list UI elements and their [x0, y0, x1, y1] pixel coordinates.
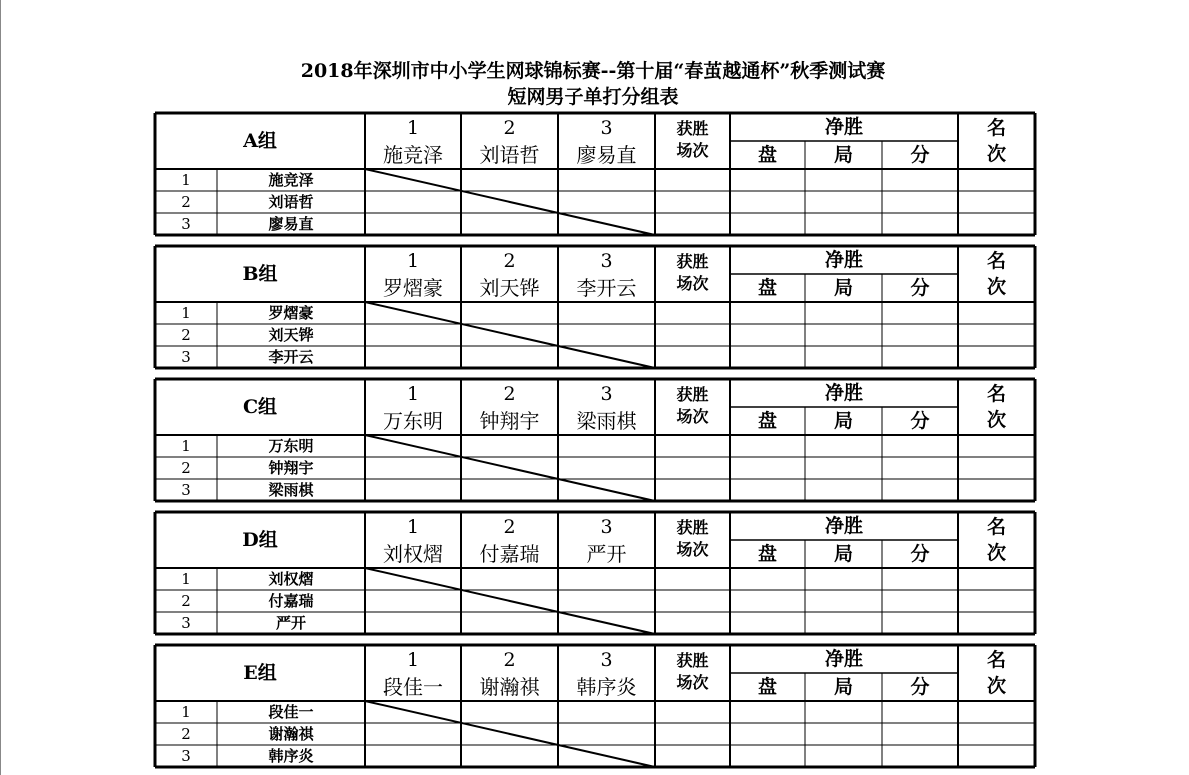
wins-header: 获胜	[676, 651, 709, 670]
group-table	[155, 645, 1035, 767]
rank-header: 名	[986, 249, 1006, 272]
document-title: 2018年深圳市中小学生网球锦标赛--第十届“春茧越通杯”秋季测试赛	[300, 60, 886, 82]
wins-header: 场次	[676, 407, 709, 426]
document-subtitle: 短网男子单打分组表	[507, 86, 679, 108]
opponent-number: 3	[600, 249, 613, 272]
self-match-diagonal	[365, 701, 655, 767]
games-header: 局	[833, 143, 853, 166]
group-label: D组	[242, 528, 278, 551]
wins-header: 场次	[676, 274, 709, 293]
player-name: 廖易直	[268, 214, 314, 233]
opponent-name: 施竞泽	[383, 143, 443, 167]
opponent-name: 廖易直	[576, 143, 637, 167]
opponent-number: 2	[503, 515, 516, 538]
player-number: 2	[181, 325, 191, 344]
player-number: 1	[181, 569, 191, 588]
player-number: 2	[181, 724, 191, 743]
opponent-name: 段佳一	[383, 675, 443, 699]
self-match-diagonal	[365, 568, 655, 634]
player-name: 刘天铧	[268, 325, 314, 344]
rank-header: 次	[986, 142, 1006, 165]
player-name: 韩序炎	[268, 746, 314, 765]
player-name: 罗熠豪	[268, 303, 314, 322]
sets-header: 盘	[757, 276, 777, 299]
wins-header: 获胜	[676, 518, 709, 537]
player-name: 钟翔宇	[268, 458, 314, 477]
rank-header: 次	[986, 674, 1006, 697]
opponent-name: 钟翔宇	[479, 409, 540, 433]
opponent-name: 梁雨棋	[576, 409, 637, 433]
games-header: 局	[833, 675, 853, 698]
games-header: 局	[833, 542, 853, 565]
sets-header: 盘	[757, 675, 777, 698]
opponent-number: 2	[503, 249, 516, 272]
player-name: 刘语哲	[268, 192, 314, 211]
group-table	[155, 512, 1035, 634]
player-number: 1	[181, 170, 191, 189]
player-number: 1	[181, 303, 191, 322]
player-number: 3	[181, 613, 191, 632]
opponent-name: 刘权熠	[383, 542, 443, 566]
self-match-diagonal	[365, 435, 655, 501]
net-header: 净胜	[824, 248, 863, 271]
player-number: 2	[181, 591, 191, 610]
opponent-name: 付嘉瑞	[479, 542, 540, 566]
player-name: 谢瀚祺	[268, 724, 314, 743]
points-header: 分	[910, 409, 930, 432]
rank-header: 名	[986, 116, 1006, 139]
player-name: 刘权熠	[268, 569, 314, 588]
net-header: 净胜	[824, 381, 863, 404]
wins-header: 场次	[676, 141, 709, 160]
self-match-diagonal	[365, 302, 655, 368]
opponent-name: 严开	[586, 542, 627, 566]
player-number: 3	[181, 746, 191, 765]
player-number: 3	[181, 214, 191, 233]
group-label: E组	[243, 661, 277, 684]
player-number: 3	[181, 480, 191, 499]
opponent-name: 罗熠豪	[383, 276, 443, 300]
net-header: 净胜	[824, 514, 863, 537]
rank-header: 次	[986, 408, 1006, 431]
player-name: 严开	[275, 613, 306, 632]
sets-header: 盘	[757, 409, 777, 432]
sets-header: 盘	[757, 542, 777, 565]
group-label: C组	[242, 395, 278, 418]
opponent-number: 2	[503, 382, 516, 405]
group-table	[155, 246, 1035, 368]
opponent-number: 3	[600, 116, 613, 139]
points-header: 分	[910, 675, 930, 698]
net-header: 净胜	[824, 647, 863, 670]
opponent-name: 刘语哲	[479, 143, 540, 167]
group-label: B组	[242, 262, 278, 285]
player-number: 2	[181, 192, 191, 211]
points-header: 分	[910, 276, 930, 299]
player-number: 1	[181, 436, 191, 455]
group-label: A组	[243, 129, 277, 152]
self-match-diagonal	[365, 169, 655, 235]
games-header: 局	[833, 276, 853, 299]
player-name: 梁雨棋	[268, 480, 314, 499]
player-number: 3	[181, 347, 191, 366]
rank-header: 次	[986, 541, 1006, 564]
player-name: 段佳一	[268, 702, 314, 721]
player-name: 施竞泽	[268, 170, 314, 189]
wins-header: 场次	[676, 540, 709, 559]
opponent-name: 万东明	[383, 409, 443, 433]
opponent-name: 李开云	[576, 276, 637, 300]
opponent-number: 1	[406, 515, 420, 538]
opponent-name: 刘天铧	[479, 276, 540, 300]
opponent-name: 谢瀚祺	[479, 675, 540, 699]
rank-header: 名	[986, 648, 1006, 671]
sets-header: 盘	[757, 143, 777, 166]
rank-header: 名	[986, 515, 1006, 538]
rank-header: 次	[986, 275, 1006, 298]
points-header: 分	[910, 143, 930, 166]
opponent-number: 3	[600, 382, 613, 405]
wins-header: 场次	[676, 673, 709, 692]
net-header: 净胜	[824, 115, 863, 138]
opponent-number: 1	[406, 116, 420, 139]
games-header: 局	[833, 409, 853, 432]
opponent-number: 1	[406, 648, 420, 671]
wins-header: 获胜	[676, 385, 709, 404]
player-name: 付嘉瑞	[268, 591, 314, 610]
points-header: 分	[910, 542, 930, 565]
wins-header: 获胜	[676, 252, 709, 271]
group-table	[155, 113, 1035, 235]
opponent-number: 3	[600, 648, 613, 671]
opponent-number: 2	[503, 648, 516, 671]
opponent-number: 1	[406, 249, 420, 272]
player-number: 2	[181, 458, 191, 477]
opponent-number: 1	[406, 382, 420, 405]
wins-header: 获胜	[676, 119, 709, 138]
player-name: 李开云	[268, 347, 314, 366]
opponent-number: 2	[503, 116, 516, 139]
opponent-name: 韩序炎	[576, 675, 637, 699]
player-number: 1	[181, 702, 191, 721]
player-name: 万东明	[268, 436, 314, 455]
opponent-number: 3	[600, 515, 613, 538]
rank-header: 名	[986, 382, 1006, 405]
group-table	[155, 379, 1035, 501]
